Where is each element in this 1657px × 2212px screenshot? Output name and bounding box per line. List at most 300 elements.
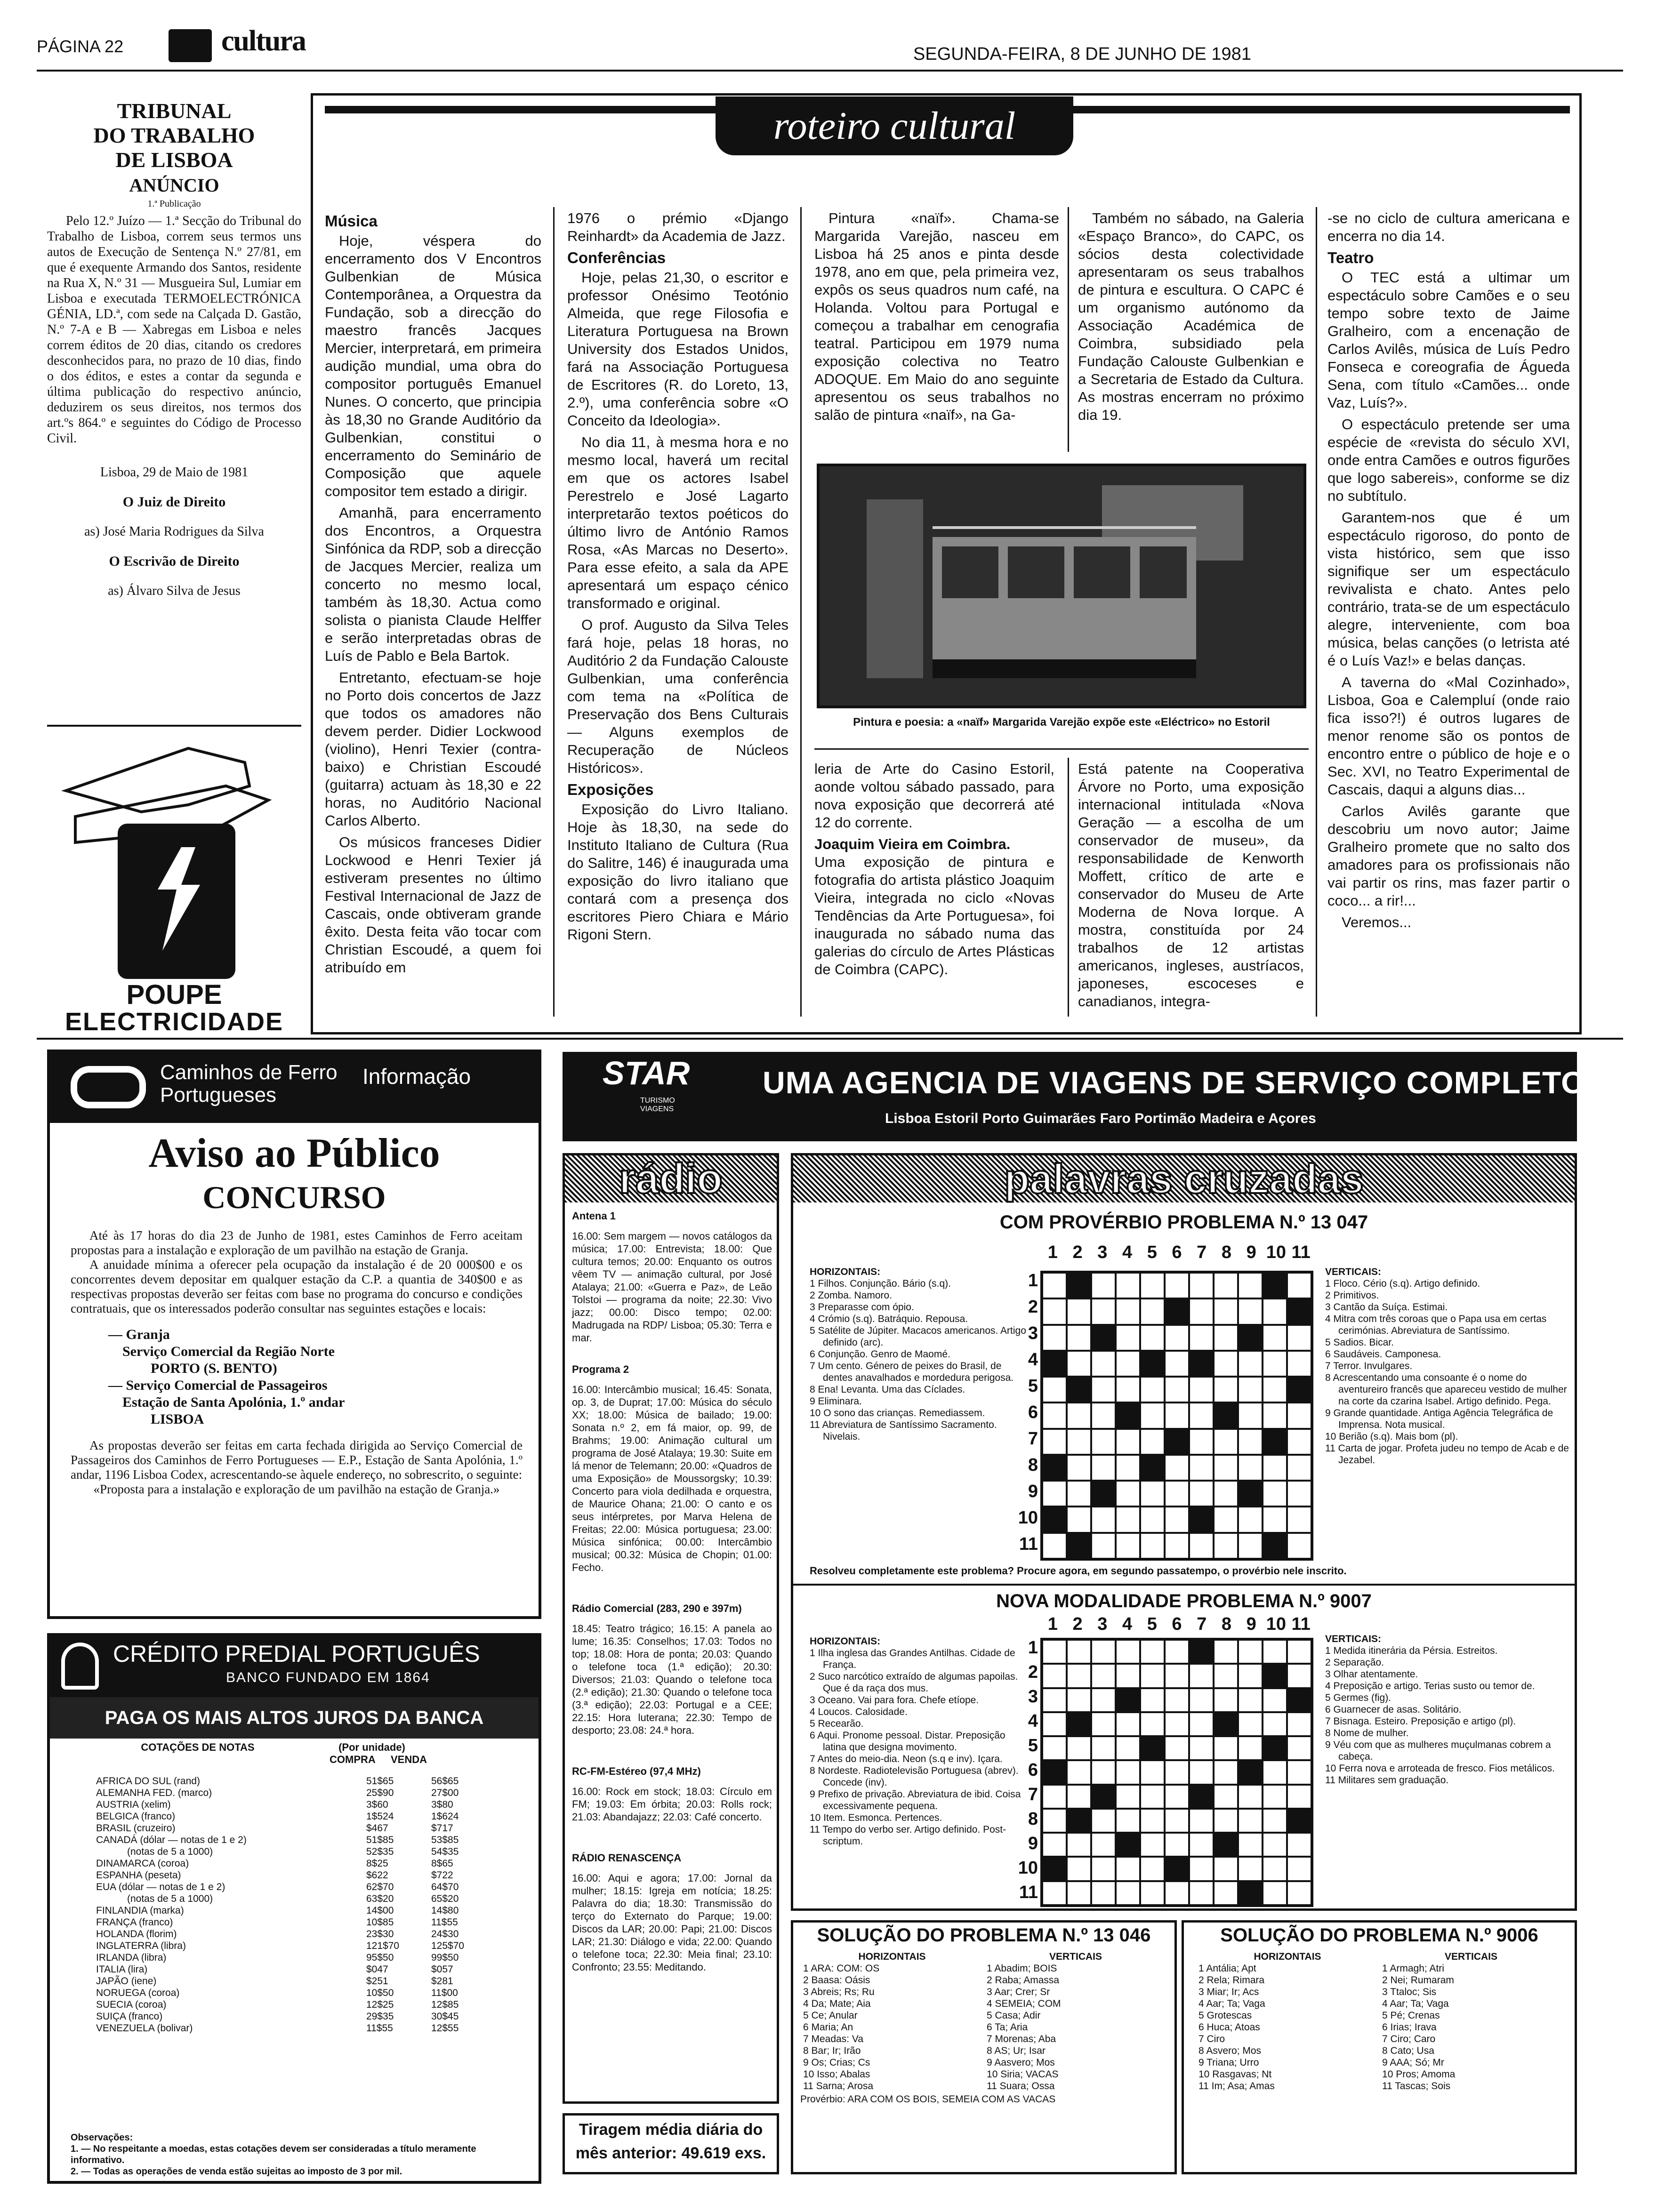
grid-cell[interactable] xyxy=(1042,1377,1067,1403)
grid-cell[interactable] xyxy=(1067,1881,1091,1905)
grid-cell[interactable] xyxy=(1067,1507,1091,1532)
grid-cell[interactable] xyxy=(1263,1507,1287,1532)
grid-cell[interactable] xyxy=(1116,1809,1140,1833)
grid-black-cell xyxy=(1042,1351,1067,1377)
grid-cell[interactable] xyxy=(1214,1760,1238,1784)
grid-cell[interactable] xyxy=(1214,1664,1238,1688)
grid-cell[interactable] xyxy=(1189,1736,1214,1760)
clue-item: 8 Nome de mulher. xyxy=(1325,1728,1409,1739)
grid-cell[interactable] xyxy=(1042,1833,1067,1857)
grid-cell[interactable] xyxy=(1116,1377,1140,1403)
grid-cell[interactable] xyxy=(1214,1325,1238,1351)
grid-black-cell xyxy=(1287,1809,1311,1833)
grid-cell[interactable] xyxy=(1165,1403,1189,1428)
grid-cell[interactable] xyxy=(1189,1377,1214,1403)
grid-cell[interactable] xyxy=(1091,1664,1116,1688)
grid-cell[interactable] xyxy=(1116,1533,1140,1559)
cp-p3: As propostas deverão ser feitas em carta fechada dirigida ao Serviço Comercial de Passageiros dos Caminhos de Ferro Portugueses — E.P., Estação de Santa Apolónia, 1.º andar, 1196 Lisboa Codex, acrescentando-se àquele endereço, no sobrescrito, o seguinte: xyxy=(71,1438,523,1482)
grid-cell[interactable] xyxy=(1042,1712,1067,1736)
grid-cell[interactable] xyxy=(1067,1640,1091,1664)
sell-rate: 3$80 xyxy=(431,1799,453,1810)
grid-cell[interactable] xyxy=(1238,1785,1263,1809)
buy-rate: 25$90 xyxy=(366,1787,394,1798)
grid-black-cell xyxy=(1238,1481,1263,1507)
roteiro-banner-text: roteiro cultural xyxy=(773,104,1016,148)
arvore-p1: Está patente na Cooperativa Árvore no Porto, uma exposição internacional intitulada «Nova Geração — a escolha de um conservador de museu», da responsabilidade de Kenworth Moffett, crítico de arte e conservador do Museu de Arte Moderna de Nova Iorque. A mostra, constituída por 24 trabalhos de 12 artistas americanos, ingleses, austríacos, japoneses, escoceses e canadianos, integra- xyxy=(1078,761,1304,1010)
grid-col-number: 2 xyxy=(1072,1242,1083,1262)
sell-rate: 99$50 xyxy=(431,1952,459,1963)
grid-cell[interactable] xyxy=(1287,1481,1311,1507)
grid-cell[interactable] xyxy=(1238,1455,1263,1481)
grid-cell[interactable] xyxy=(1189,1857,1214,1881)
cp-brand-2: Portugueses xyxy=(160,1083,277,1106)
grid-cell[interactable] xyxy=(1263,1640,1287,1664)
grid-cell[interactable] xyxy=(1238,1429,1263,1455)
grid-cell[interactable] xyxy=(1287,1507,1311,1532)
grid-cell[interactable] xyxy=(1067,1688,1091,1712)
grid-cell[interactable] xyxy=(1165,1833,1189,1857)
grid-cell[interactable] xyxy=(1165,1664,1189,1688)
grid-cell[interactable] xyxy=(1091,1507,1116,1532)
grid-cell[interactable] xyxy=(1116,1760,1140,1784)
grid-col-number: 4 xyxy=(1122,1242,1133,1262)
grid-cell[interactable] xyxy=(1214,1857,1238,1881)
grid-cell[interactable] xyxy=(1042,1481,1067,1507)
grid-cell[interactable] xyxy=(1287,1664,1311,1688)
grid-cell[interactable] xyxy=(1263,1455,1287,1481)
grid-cell[interactable] xyxy=(1067,1857,1091,1881)
buy-rate: 1$524 xyxy=(366,1811,394,1822)
grid-cell[interactable] xyxy=(1214,1736,1238,1760)
p1-v-list xyxy=(1325,1266,1570,1466)
grid-cell[interactable] xyxy=(1287,1640,1311,1664)
grid-col-number: 5 xyxy=(1147,1614,1157,1634)
grid-cell[interactable] xyxy=(1042,1688,1067,1712)
sell-rate: 54$35 xyxy=(431,1846,459,1857)
rates-row xyxy=(94,1905,494,1916)
grid-cell[interactable] xyxy=(1091,1351,1116,1377)
grid-cell[interactable] xyxy=(1238,1351,1263,1377)
grid-cell[interactable] xyxy=(1165,1640,1189,1664)
grid-cell[interactable] xyxy=(1238,1298,1263,1324)
grid-cell[interactable] xyxy=(1165,1760,1189,1784)
grid-cell[interactable] xyxy=(1116,1881,1140,1905)
grid-cell[interactable] xyxy=(1287,1760,1311,1784)
grid-cell[interactable] xyxy=(1189,1760,1214,1784)
grid-col-number: 8 xyxy=(1221,1614,1232,1634)
grid-cell[interactable] xyxy=(1116,1429,1140,1455)
grid-cell[interactable] xyxy=(1140,1403,1165,1428)
rates-row xyxy=(94,1916,494,1928)
grid-cell[interactable] xyxy=(1238,1403,1263,1428)
col-rule-4 xyxy=(1068,758,1069,1017)
grid-black-cell xyxy=(1287,1298,1311,1324)
grid-cell[interactable] xyxy=(1140,1640,1165,1664)
sol-v-item: 1 Abadim; BOIS xyxy=(987,1963,1057,1974)
grid-cell[interactable] xyxy=(1165,1351,1189,1377)
grid-cell[interactable] xyxy=(1140,1325,1165,1351)
grid-cell[interactable] xyxy=(1116,1481,1140,1507)
grid-cell[interactable] xyxy=(1189,1881,1214,1905)
grid-cell[interactable] xyxy=(1287,1273,1311,1298)
sell-rate: $057 xyxy=(431,1964,453,1975)
grid-cell[interactable] xyxy=(1214,1533,1238,1559)
grid-cell[interactable] xyxy=(1189,1455,1214,1481)
grid-cell[interactable] xyxy=(1287,1351,1311,1377)
clue-item: 4 Preposição e artigo. Terias susto ou temor de. xyxy=(1325,1681,1535,1691)
p1-col-numbers xyxy=(1040,1242,1313,1263)
grid-cell[interactable] xyxy=(1263,1688,1287,1712)
grid-cell[interactable] xyxy=(1189,1833,1214,1857)
grid-cell[interactable] xyxy=(1067,1833,1091,1857)
currency-name: EUA (dólar — notas de 1 e 2) xyxy=(96,1882,225,1892)
grid-cell[interactable] xyxy=(1091,1533,1116,1559)
grid-cell[interactable] xyxy=(1165,1688,1189,1712)
sol-v-item: 6 Ta; Aria xyxy=(987,2022,1028,2033)
grid-cell[interactable] xyxy=(1067,1736,1091,1760)
grid-cell[interactable] xyxy=(1238,1507,1263,1532)
grid-cell[interactable] xyxy=(1189,1664,1214,1688)
grid-cell[interactable] xyxy=(1189,1533,1214,1559)
clue-item: 7 Antes do meio-dia. Neon (s.q e inv). Içara. xyxy=(810,1754,1003,1764)
grid-row-number: 7 xyxy=(1028,1785,1038,1804)
grid-cell[interactable] xyxy=(1091,1881,1116,1905)
grid-cell[interactable] xyxy=(1287,1881,1311,1905)
grid-cell[interactable] xyxy=(1091,1688,1116,1712)
musica-p1: Hoje, véspera do encerramento dos V Encontros Gulbenkian de Música Contemporânea, a Orquestra da Fundação, sob a direcção do maestro francês Jacques Mercier, interpretará, em primeira audição mundial, uma obra do compositor português Emanuel Nunes. O concerto, que principia às 18,30 no Grande Auditório da Gulbenkian, constitui o encerramento do Seminário de Composição que aquele compositor tem estado a dirigir. xyxy=(325,232,541,499)
grid-cell[interactable] xyxy=(1165,1712,1189,1736)
grid-cell[interactable] xyxy=(1116,1507,1140,1532)
grid-black-cell xyxy=(1042,1507,1067,1532)
grid-cell[interactable] xyxy=(1214,1881,1238,1905)
exposicoes-heading: Exposições xyxy=(567,781,654,798)
cp-l6: LISBOA xyxy=(151,1411,204,1427)
grid-cell[interactable] xyxy=(1091,1809,1116,1833)
roteiro-bar-right xyxy=(1069,106,1570,113)
grid-row-number: 10 xyxy=(1018,1858,1038,1878)
radio-fm-text: 16.00: Rock em stock; 18.03: Círculo em FM; 19.03: Em órbita; 20.03: Rolls rock; 21.03: Abandajazz; 22.03: Café concerto. xyxy=(572,1786,772,1823)
grid-cell[interactable] xyxy=(1140,1881,1165,1905)
grid-cell[interactable] xyxy=(1116,1664,1140,1688)
p2-h-label: HORIZONTAIS: xyxy=(810,1636,881,1647)
grid-cell[interactable] xyxy=(1165,1273,1189,1298)
currency-name: DINAMARCA (coroa) xyxy=(96,1858,189,1869)
grid-cell[interactable] xyxy=(1214,1481,1238,1507)
grid-cell[interactable] xyxy=(1287,1736,1311,1760)
grid-cell[interactable] xyxy=(1263,1857,1287,1881)
grid-cell[interactable] xyxy=(1067,1403,1091,1428)
sol-h-item: 4 Aar; Ta; Vaga xyxy=(1199,1998,1265,2009)
grid-cell[interactable] xyxy=(1091,1455,1116,1481)
p1-h-list xyxy=(810,1266,1031,1443)
grid-cell[interactable] xyxy=(1165,1785,1189,1809)
grid-cell[interactable] xyxy=(1263,1377,1287,1403)
buy-rate: 10$85 xyxy=(366,1917,394,1928)
grid-cell[interactable] xyxy=(1165,1881,1189,1905)
grid-cell[interactable] xyxy=(1263,1351,1287,1377)
grid-cell[interactable] xyxy=(1263,1325,1287,1351)
grid-cell[interactable] xyxy=(1238,1857,1263,1881)
rates-row xyxy=(94,1893,494,1905)
grid-black-cell xyxy=(1116,1833,1140,1857)
grid-cell[interactable] xyxy=(1287,1403,1311,1428)
grid-cell[interactable] xyxy=(1238,1533,1263,1559)
grid-cell[interactable] xyxy=(1287,1429,1311,1455)
grid-cell[interactable] xyxy=(1140,1481,1165,1507)
grid-cell[interactable] xyxy=(1238,1377,1263,1403)
grid-row-number: 8 xyxy=(1028,1809,1038,1829)
clue-item: 10 Item. Esmonca. Pertences. xyxy=(810,1812,942,1823)
p1-head: COM PROVÉRBIO PROBLEMA N.º 13 047 xyxy=(999,1212,1368,1233)
grid-cell[interactable] xyxy=(1042,1809,1067,1833)
grid-cell[interactable] xyxy=(1263,1809,1287,1833)
grid-cell[interactable] xyxy=(1263,1881,1287,1905)
sol-v-item: 5 Casa; Adir xyxy=(987,2010,1041,2021)
grid-cell[interactable] xyxy=(1238,1712,1263,1736)
grid-black-cell xyxy=(1287,1377,1311,1403)
sol-v-item: 11 Suara; Ossa xyxy=(987,2081,1055,2092)
grid-cell[interactable] xyxy=(1140,1712,1165,1736)
grid-cell[interactable] xyxy=(1287,1857,1311,1881)
clue-item: 10 Ferra nova e arroteada de fresco. Fios metálicos. xyxy=(1325,1763,1555,1774)
clue-item: 10 Berião (s.q). Mais bom (pl). xyxy=(1325,1431,1458,1442)
teatro-p2: O espectáculo pretende ser uma espécie de «revista do século XVI, onde entra Camões e outros figurões que logo sabereis», conforme se diz no subtítulo. xyxy=(1327,416,1570,504)
grid-cell[interactable] xyxy=(1042,1736,1067,1760)
grid-cell[interactable] xyxy=(1287,1533,1311,1559)
grid-cell[interactable] xyxy=(1263,1712,1287,1736)
grid-cell[interactable] xyxy=(1263,1481,1287,1507)
sol-v-item: 3 Aar; Crer; Sr xyxy=(987,1987,1050,1997)
grid-cell[interactable] xyxy=(1214,1688,1238,1712)
grid-cell[interactable] xyxy=(1189,1403,1214,1428)
grid-cell[interactable] xyxy=(1287,1455,1311,1481)
grid-cell[interactable] xyxy=(1238,1664,1263,1688)
grid-cell[interactable] xyxy=(1067,1785,1091,1809)
grid-cell[interactable] xyxy=(1091,1712,1116,1736)
buy-rate: $251 xyxy=(366,1976,388,1987)
currency-name: (notas de 5 a 1000) xyxy=(127,1893,213,1904)
grid-cell[interactable] xyxy=(1067,1481,1091,1507)
grid-cell[interactable] xyxy=(1091,1640,1116,1664)
grid-cell[interactable] xyxy=(1140,1809,1165,1833)
grid-cell[interactable] xyxy=(1287,1785,1311,1809)
grid-cell[interactable] xyxy=(1140,1377,1165,1403)
grid-cell[interactable] xyxy=(1263,1785,1287,1809)
grid-cell[interactable] xyxy=(1140,1785,1165,1809)
clue-item: 5 Recearão. xyxy=(810,1718,864,1729)
grid-cell[interactable] xyxy=(1214,1640,1238,1664)
grid-cell[interactable] xyxy=(1116,1325,1140,1351)
grid-cell[interactable] xyxy=(1042,1640,1067,1664)
grid-cell[interactable] xyxy=(1116,1640,1140,1664)
grid-cell[interactable] xyxy=(1140,1664,1165,1688)
grid-cell[interactable] xyxy=(1140,1760,1165,1784)
roteiro-col-musica xyxy=(325,209,541,980)
grid-black-cell xyxy=(1165,1429,1189,1455)
grid-cell[interactable] xyxy=(1238,1688,1263,1712)
grid-cell[interactable] xyxy=(1091,1857,1116,1881)
grid-row-number: 6 xyxy=(1028,1403,1038,1422)
poupe-line1: POUPE xyxy=(126,979,222,1010)
grid-cell[interactable] xyxy=(1189,1429,1214,1455)
grid-cell[interactable] xyxy=(1214,1351,1238,1377)
grid-cell[interactable] xyxy=(1140,1507,1165,1532)
grid-cell[interactable] xyxy=(1263,1298,1287,1324)
grid-cell[interactable] xyxy=(1140,1273,1165,1298)
grid-cell[interactable] xyxy=(1165,1377,1189,1403)
grid-cell[interactable] xyxy=(1189,1712,1214,1736)
grid-cell[interactable] xyxy=(1091,1736,1116,1760)
grid-cell[interactable] xyxy=(1042,1533,1067,1559)
grid-cell[interactable] xyxy=(1042,1785,1067,1809)
grid-cell[interactable] xyxy=(1067,1664,1091,1688)
grid-cell[interactable] xyxy=(1214,1455,1238,1481)
grid-cell[interactable] xyxy=(1189,1325,1214,1351)
musica-p2: Amanhã, para encerramento dos Encontros, a Orquestra Sinfónica da RDP, sob a direcção de Jacques Mercier, realiza um concerto no mesmo local, também às 18,30. Actua como solista o pianista Claude Helffer e serão interpretadas obras de Luís de Pablo e Bela Bartok. xyxy=(325,505,541,664)
mid-page-rule xyxy=(37,1038,1623,1040)
grid-cell[interactable] xyxy=(1165,1455,1189,1481)
grid-cell[interactable] xyxy=(1165,1507,1189,1532)
grid-cell[interactable] xyxy=(1140,1833,1165,1857)
grid-cell[interactable] xyxy=(1214,1507,1238,1532)
grid-cell[interactable] xyxy=(1042,1403,1067,1428)
grid-cell[interactable] xyxy=(1091,1429,1116,1455)
grid-cell[interactable] xyxy=(1263,1403,1287,1428)
musica-heading: Música xyxy=(325,212,378,230)
grid-cell[interactable] xyxy=(1165,1736,1189,1760)
sell-rate: 27$00 xyxy=(431,1787,459,1798)
grid-cell[interactable] xyxy=(1238,1273,1263,1298)
grid-row-number: 5 xyxy=(1028,1376,1038,1396)
clue-item: 9 Prefixo de privação. Abreviatura de ibid. Coisa excessivamente pequena. xyxy=(810,1789,1021,1811)
grid-black-cell xyxy=(1238,1881,1263,1905)
grid-cell[interactable] xyxy=(1116,1785,1140,1809)
grid-cell[interactable] xyxy=(1189,1688,1214,1712)
grid-cell[interactable] xyxy=(1214,1377,1238,1403)
grid-cell[interactable] xyxy=(1067,1760,1091,1784)
sol-v-item: 4 SEMEIA; COM xyxy=(987,1998,1061,2009)
grid-cell[interactable] xyxy=(1116,1273,1140,1298)
grid-cell[interactable] xyxy=(1067,1298,1091,1324)
sol-h-item: 9 Triana; Urro xyxy=(1199,2057,1259,2068)
grid-cell[interactable] xyxy=(1165,1325,1189,1351)
musica-p5: 1976 o prémio «Django Reinhardt» da Academia de Jazz. xyxy=(567,210,788,244)
grid-cell[interactable] xyxy=(1042,1429,1067,1455)
grid-cell[interactable] xyxy=(1067,1325,1091,1351)
sell-rate: 65$20 xyxy=(431,1893,459,1904)
grid-cell[interactable] xyxy=(1238,1736,1263,1760)
grid-cell[interactable] xyxy=(1214,1273,1238,1298)
tribunal-title-3: DE LISBOA xyxy=(115,148,233,172)
grid-cell[interactable] xyxy=(1189,1298,1214,1324)
grid-cell[interactable] xyxy=(1042,1881,1067,1905)
grid-cell[interactable] xyxy=(1189,1481,1214,1507)
grid-cell[interactable] xyxy=(1091,1833,1116,1857)
rates-row xyxy=(94,1952,494,1964)
tribunal-body: Pelo 12.º Juízo — 1.ª Secção do Tribunal do Trabalho de Lisboa, correm seus termos uns autos de Execução de Sentença N.º 27/81, em que é exequente Armando dos Santos, residente na Rua X, N.º 31 — Musgueira Sul, Lumiar em Lisboa e executada TERMOELECTRÓNICA GÉNIA, LD.ª, com sede na Calçada D. Gastão, N.º 7-A e B — Xabregas em Lisboa e neles correm éditos de 20 dias, citando os credores desconhecidos para, no prazo de 10 dias, findo o dos éditos, e estes a contar da segunda e última publicação do respectivo anúncio, deduzirem os seus direitos, nos termos dos art.ºs 864.º e seguintes do Código de Processo Civil. xyxy=(47,214,301,446)
grid-cell[interactable] xyxy=(1067,1429,1091,1455)
sol-v-head: VERTICAIS xyxy=(1049,1951,1102,1962)
roteiro-col-capc xyxy=(1078,209,1304,428)
grid-cell[interactable] xyxy=(1042,1273,1067,1298)
grid-cell[interactable] xyxy=(1116,1736,1140,1760)
grid-cell[interactable] xyxy=(1140,1857,1165,1881)
grid-cell[interactable] xyxy=(1238,1809,1263,1833)
grid-cell[interactable] xyxy=(1263,1760,1287,1784)
sol1-proverbio: Provérbio: ARA COM OS BOIS, SEMEIA COM AS VACAS xyxy=(800,2094,1056,2105)
grid-cell[interactable] xyxy=(1091,1403,1116,1428)
buy-rate: $467 xyxy=(366,1823,388,1834)
grid-cell[interactable] xyxy=(1140,1533,1165,1559)
grid-cell[interactable] xyxy=(1214,1785,1238,1809)
grid-black-cell xyxy=(1140,1351,1165,1377)
sol-h-item: 1 ARA: COM: OS xyxy=(803,1963,880,1974)
grid-cell[interactable] xyxy=(1165,1481,1189,1507)
grid-cell[interactable] xyxy=(1091,1760,1116,1784)
radio-rc-head: Rádio Comercial (283, 290 e 397m) xyxy=(572,1603,742,1614)
grid-cell[interactable] xyxy=(1214,1298,1238,1324)
grid-cell[interactable] xyxy=(1042,1298,1067,1324)
grid-cell[interactable] xyxy=(1165,1809,1189,1833)
rates-row xyxy=(94,1834,494,1846)
grid-cell[interactable] xyxy=(1287,1833,1311,1857)
p1-foot: Resolveu completamente este problema? Procure agora, em segundo passatempo, o provérbio nele inscrito. xyxy=(810,1565,1347,1577)
grid-cell[interactable] xyxy=(1042,1325,1067,1351)
grid-cell[interactable] xyxy=(1140,1688,1165,1712)
teatro-p3: Garantem-nos que é um espectáculo rigoroso, do ponto de vista histórico, sem que isso signifique ser um espectáculo revivalista e chato. Antes pelo contrário, trata-se de um espectáculo alegre, interveniente, com boa música, belas canções (o letrista até é o Luís Vaz!» e belas danças. xyxy=(1327,509,1570,669)
p2-grid xyxy=(1040,1638,1313,1907)
grid-cell[interactable] xyxy=(1116,1298,1140,1324)
cruz-divider xyxy=(793,1584,1575,1586)
grid-cell[interactable] xyxy=(1091,1298,1116,1324)
grid-cell[interactable] xyxy=(1263,1833,1287,1857)
p2-h-list xyxy=(810,1635,1031,1847)
p1-grid xyxy=(1040,1271,1313,1561)
grid-cell[interactable] xyxy=(1214,1809,1238,1833)
grid-cell[interactable] xyxy=(1165,1533,1189,1559)
p2-head: NOVA MODALIDADE PROBLEMA N.º 9007 xyxy=(996,1591,1372,1611)
conf-p1: Hoje, pelas 21,30, o escritor e professor Onésimo Teotónio Almeida, que rege Filosofia e Literatura Portuguesa na Brown University dos Estados Unidos, fará na Associação Portuguesa de Escritores (R. do Loreto, 13, 2.º), uma conferência sobre «O Conceito da Ideologia». xyxy=(567,269,788,429)
grid-cell[interactable] xyxy=(1238,1640,1263,1664)
grid-cell[interactable] xyxy=(1067,1455,1091,1481)
grid-cell[interactable] xyxy=(1067,1351,1091,1377)
grid-row-number: 2 xyxy=(1028,1297,1038,1317)
grid-cell[interactable] xyxy=(1116,1857,1140,1881)
grid-cell[interactable] xyxy=(1189,1809,1214,1833)
buy-rate: 29$35 xyxy=(366,2011,394,2022)
sol-h-item: 10 Isso; Abalas xyxy=(803,2069,870,2080)
roteiro-col-teatro xyxy=(1327,209,1570,935)
sol-h-item: 8 Asvero; Mos xyxy=(1199,2045,1262,2056)
grid-cell[interactable] xyxy=(1116,1455,1140,1481)
grid-cell[interactable] xyxy=(1189,1273,1214,1298)
grid-black-cell xyxy=(1116,1403,1140,1428)
grid-cell[interactable] xyxy=(1091,1377,1116,1403)
grid-cell[interactable] xyxy=(1042,1664,1067,1688)
grid-cell[interactable] xyxy=(1287,1325,1311,1351)
grid-cell[interactable] xyxy=(1140,1429,1165,1455)
grid-cell[interactable] xyxy=(1091,1273,1116,1298)
grid-cell[interactable] xyxy=(1287,1712,1311,1736)
grid-cell[interactable] xyxy=(1238,1833,1263,1857)
rates-row xyxy=(94,1928,494,1940)
grid-cell[interactable] xyxy=(1214,1429,1238,1455)
grid-row-number: 8 xyxy=(1028,1455,1038,1475)
grid-cell[interactable] xyxy=(1116,1351,1140,1377)
grid-cell[interactable] xyxy=(1116,1712,1140,1736)
grid-cell[interactable] xyxy=(1140,1298,1165,1324)
grid-black-cell xyxy=(1238,1325,1263,1351)
